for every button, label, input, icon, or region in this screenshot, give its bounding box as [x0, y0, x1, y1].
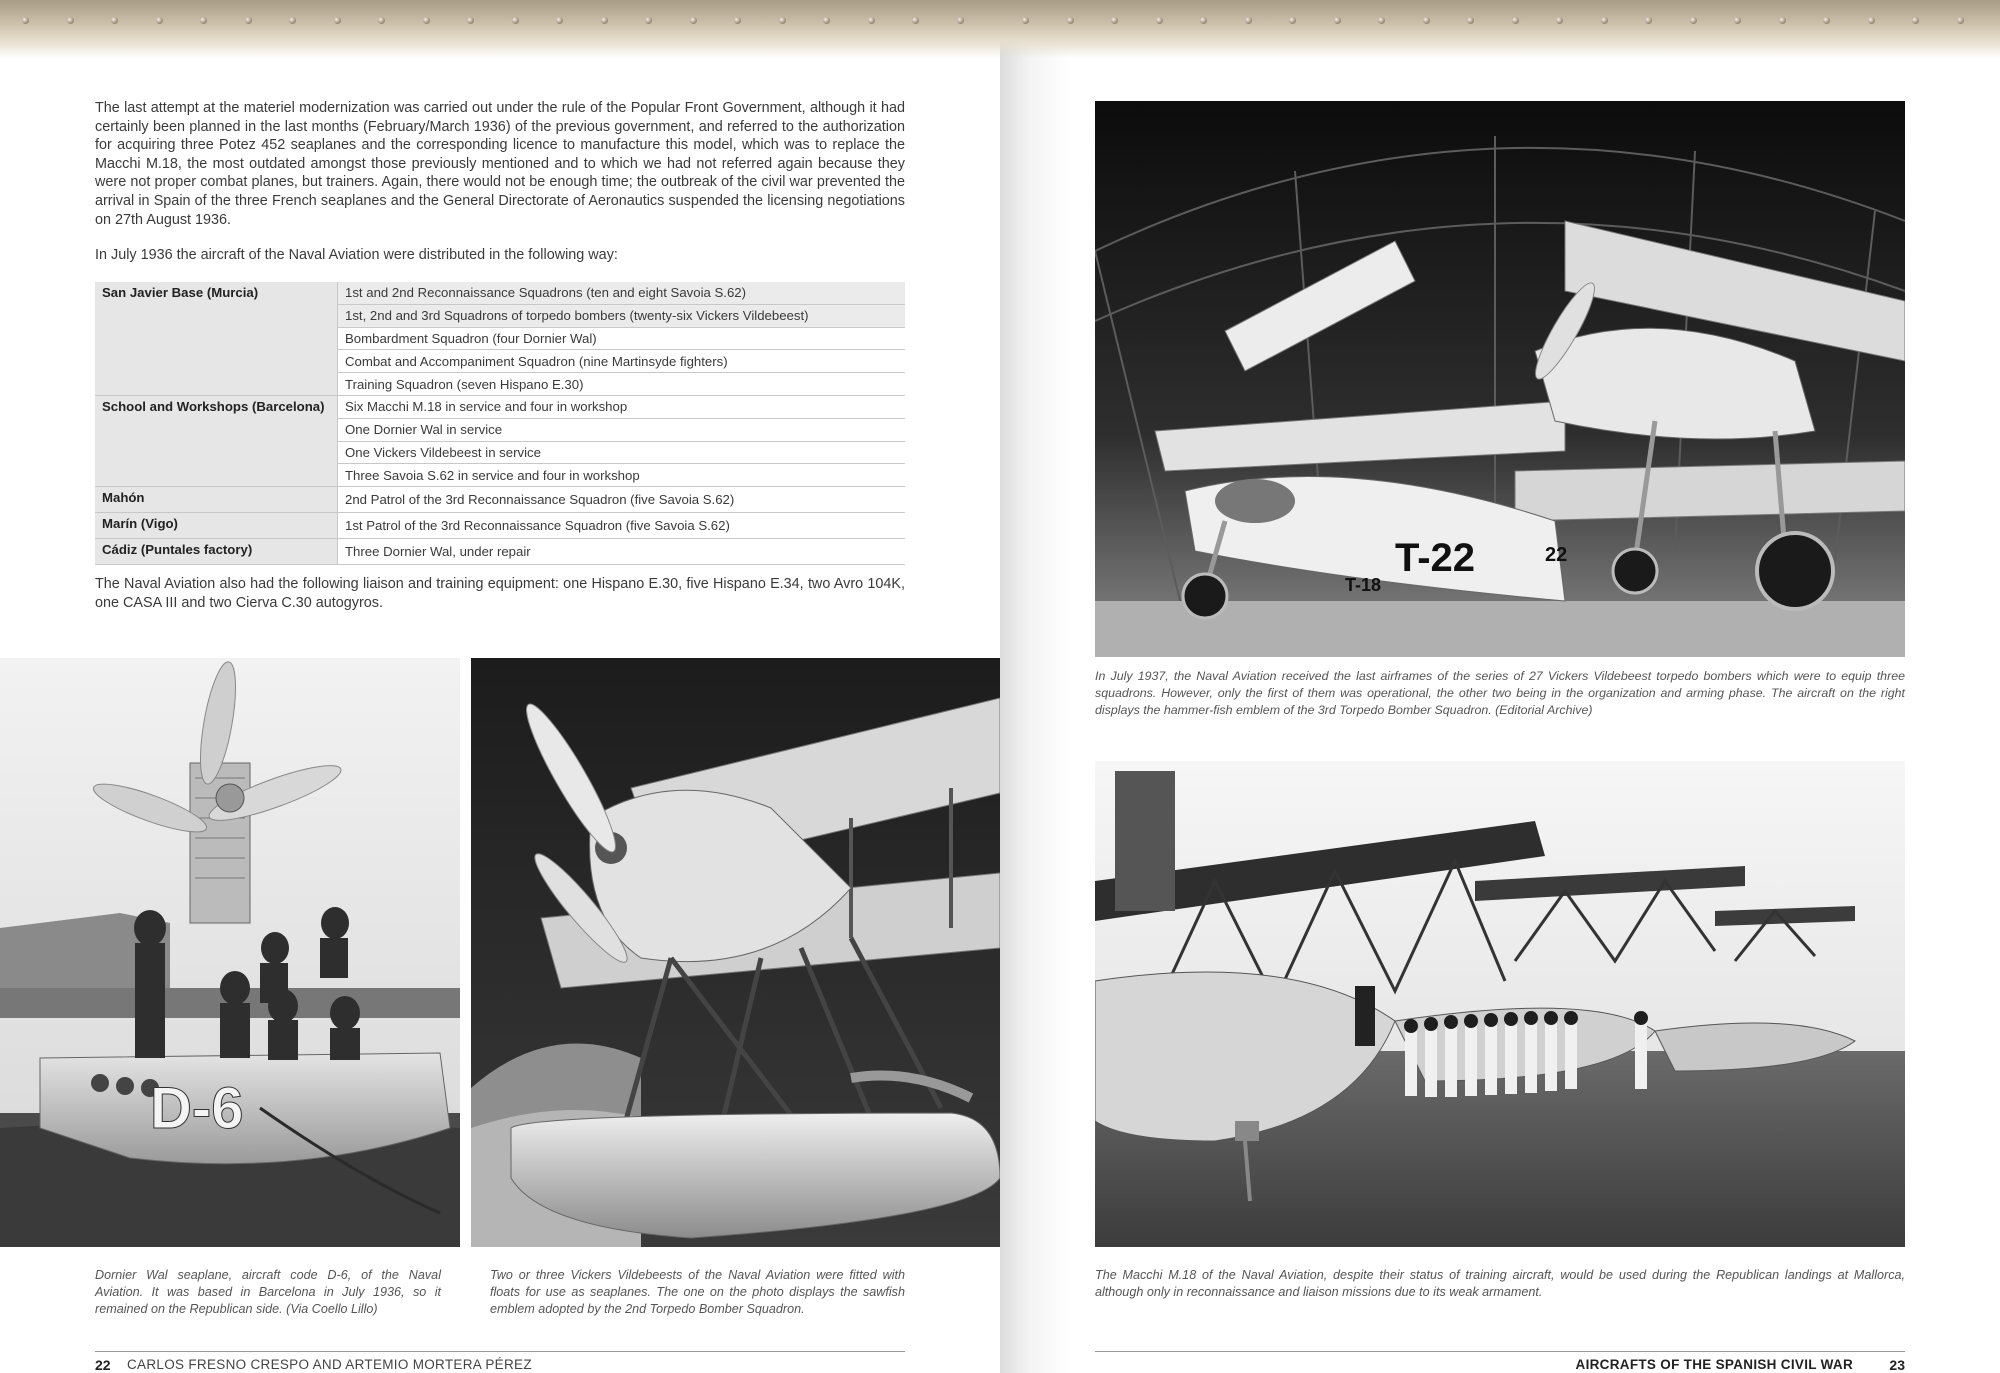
- rivet-icon: [1289, 17, 1296, 24]
- riveted-header-strip: [0, 0, 1000, 58]
- rivet-icon: [823, 17, 830, 24]
- table-row: [95, 282, 905, 304]
- vildebeest-floats-image: [471, 658, 1000, 1247]
- rivet-icon: [734, 17, 741, 24]
- rivet-icon: [1156, 17, 1163, 24]
- rivet-icon: [378, 17, 385, 24]
- location-cell: School and Workshops (Barcelona): [95, 395, 338, 486]
- rivet-icon: [1601, 17, 1608, 24]
- paragraph-modernization: The last attempt at the materiel modernization was carried out under the rule of the Popular Front Government, although it had certainly been planned in the last months (February/March 1936) of the previous government, and referred to the authorization for acquiring three Potez 452 seaplanes and the corresponding licence to manufacture this model, which was to replace the Macchi M.18, the most outdated amongst those previously mentioned and to which we had not referred again because they were not proper combat planes, but trainers. Again, there would not be enough time; the outbreak of the civil war prevented the arrival in Spain of the three French seaplanes and the General Directorate of Aeronautics suspended the licensing negotiations on 27th August 1936.: [95, 100, 905, 228]
- rivet-icon: [601, 17, 608, 24]
- rivet-icon: [1779, 17, 1786, 24]
- caption-vildebeest-floats-text: Two or three Vickers Vildebeests of the Naval Aviation were fitted with floats for use as seaplanes. The one on the photo displays the sawfish emblem adopted by the 2nd Torpedo Bomber Squadron.: [490, 1268, 905, 1317]
- rivet-icon: [1423, 17, 1430, 24]
- rivet-icon: [1467, 17, 1474, 24]
- equipment-paragraph: [95, 575, 905, 612]
- caption-hangar: [1095, 668, 1905, 720]
- rivet-icon: [1823, 17, 1830, 24]
- unit-cell: 1st Patrol of the 3rd Reconnaissance Squadron (five Savoia S.62): [338, 512, 906, 538]
- location-cell: Cádiz (Puntales factory): [95, 538, 338, 564]
- running-head-authors: CARLOS FRESNO CRESPO AND ARTEMIO MORTERA PÉREZ: [127, 1357, 532, 1372]
- rivet-icon: [868, 17, 875, 24]
- rivet-icon: [1556, 17, 1563, 24]
- unit-cell: Bombardment Squadron (four Dornier Wal): [338, 327, 906, 350]
- rivet-icon: [1868, 17, 1875, 24]
- unit-cell: Three Savoia S.62 in service and four in workshop: [338, 464, 906, 487]
- caption-vildebeest-floats: [490, 1267, 905, 1319]
- paragraph-distribution-intro: In July 1936 the aircraft of the Naval Aviation were distributed in the following way:: [95, 247, 618, 263]
- location-cell: Marín (Vigo): [95, 512, 338, 538]
- hangar-vildebeest-image: [1095, 101, 1905, 657]
- rivet-icon: [467, 17, 474, 24]
- caption-dornier: [95, 1267, 441, 1319]
- rivet-icon: [690, 17, 697, 24]
- photo-hangar-vildebeest: [1095, 101, 1905, 657]
- location-cell: San Javier Base (Murcia): [95, 282, 338, 395]
- unit-cell: 1st and 2nd Reconnaissance Squadrons (ten and eight Savoia S.62): [338, 282, 906, 304]
- rivet-icon: [67, 17, 74, 24]
- rivet-icon: [1378, 17, 1385, 24]
- footer-rule: [95, 1351, 905, 1352]
- rivet-icon: [1334, 17, 1341, 24]
- photo-macchi-lineup: [1095, 761, 1905, 1247]
- rivet-icon: [22, 17, 29, 24]
- rivet-row: [1000, 17, 2000, 25]
- table-row: [95, 512, 905, 538]
- rivet-icon: [1512, 17, 1519, 24]
- caption-macchi-text: The Macchi M.18 of the Naval Aviation, despite their status of training aircraft, would be used during the Republican landings at Mallorca, although only in reconnaissance and liaison missions due to its weak armament.: [1095, 1268, 1905, 1300]
- unit-cell: One Vickers Vildebeest in service: [338, 441, 906, 464]
- t22-marking: T-22: [1395, 536, 1476, 580]
- page-number-right: 23: [1889, 1357, 1905, 1373]
- rivet-icon: [912, 17, 919, 24]
- rivet-icon: [1734, 17, 1741, 24]
- rivet-icon: [289, 17, 296, 24]
- rivet-icon: [1912, 17, 1919, 24]
- photo-vildebeest-floats: [471, 658, 1000, 1247]
- rivet-icon: [334, 17, 341, 24]
- macchi-lineup-image: [1095, 761, 1905, 1247]
- rivet-icon: [645, 17, 652, 24]
- caption-dornier-text: Dornier Wal seaplane, aircraft code D-6, of the Naval Aviation. It was based in Barcelona in July 1936, so it remained on the Republican side. (Via Coello Lillo): [95, 1268, 441, 1317]
- riveted-header-strip: [1000, 0, 2000, 58]
- rivet-icon: [1022, 17, 1029, 24]
- page-number-left: 22: [95, 1357, 111, 1373]
- rivet-icon: [1957, 17, 1964, 24]
- rivet-row: [0, 17, 1000, 25]
- rivet-icon: [1067, 17, 1074, 24]
- table-row: [95, 395, 905, 418]
- table-row: [95, 487, 905, 513]
- aircraft-distribution-table: [95, 282, 905, 565]
- caption-hangar-text: In July 1937, the Naval Aviation received the last airframes of the series of 27 Vickers Vildebeest torpedo bombers which were to equip three squadrons. However, only the first of them was operational, the other two being in the organization and arming phase. The aircraft on the right displays the hammer-fish emblem of the 3rd Torpedo Bomber Squadron. (Editorial Archive): [1095, 669, 1905, 718]
- unit-cell: Six Macchi M.18 in service and four in workshop: [338, 395, 906, 418]
- rivet-icon: [200, 17, 207, 24]
- unit-cell: Three Dornier Wal, under repair: [338, 538, 906, 564]
- rivet-icon: [111, 17, 118, 24]
- dornier-wal-image: [0, 658, 460, 1247]
- rivet-icon: [1645, 17, 1652, 24]
- rivet-icon: [556, 17, 563, 24]
- rivet-icon: [1200, 17, 1207, 24]
- rivet-icon: [245, 17, 252, 24]
- rivet-icon: [779, 17, 786, 24]
- right-page: [1000, 0, 2000, 1373]
- rivet-icon: [1245, 17, 1252, 24]
- t18-marking: T-18: [1345, 575, 1382, 595]
- intro-paragraph: [95, 99, 905, 229]
- distribution-intro: [95, 246, 905, 265]
- photo-dornier-wal: [0, 658, 460, 1247]
- rivet-icon: [156, 17, 163, 24]
- running-head-title: AIRCRAFTS OF THE SPANISH CIVIL WAR: [1575, 1357, 1853, 1372]
- rivet-icon: [512, 17, 519, 24]
- unit-cell: One Dornier Wal in service: [338, 418, 906, 441]
- footer-rule: [1095, 1351, 1905, 1352]
- rivet-icon: [957, 17, 964, 24]
- rivet-icon: [1690, 17, 1697, 24]
- location-cell: Mahón: [95, 487, 338, 513]
- rivet-icon: [1111, 17, 1118, 24]
- caption-macchi: [1095, 1267, 1905, 1301]
- unit-cell: Training Squadron (seven Hispano E.30): [338, 373, 906, 396]
- unit-cell: 1st, 2nd and 3rd Squadrons of torpedo bombers (twenty-six Vickers Vildebeest): [338, 304, 906, 327]
- table-row: [95, 538, 905, 564]
- paragraph-liaison-equipment: The Naval Aviation also had the following liaison and training equipment: one Hispano E.30, five Hispano E.34, two Avro 104K, one CASA III and two Cierva C.30 autogyros.: [95, 576, 905, 611]
- unit-cell: 2nd Patrol of the 3rd Reconnaissance Squadron (five Savoia S.62): [338, 487, 906, 513]
- unit-cell: Combat and Accompaniment Squadron (nine Martinsyde fighters): [338, 350, 906, 373]
- 22-marking: 22: [1545, 544, 1568, 566]
- rivet-icon: [423, 17, 430, 24]
- d6-marking: D-6: [150, 1076, 244, 1141]
